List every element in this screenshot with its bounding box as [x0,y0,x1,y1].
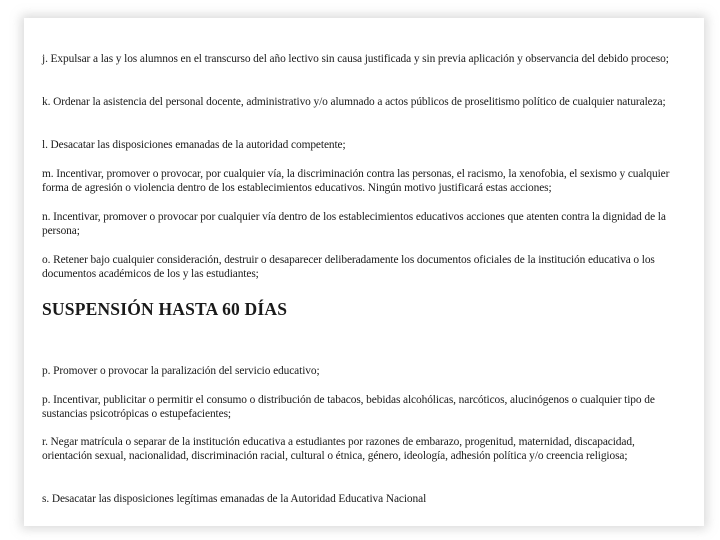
item-l: l. Desacatar las disposiciones emanadas de la autoridad competente; [42,139,346,151]
item-p-first: p. Promover o provocar la paralización del servicio educativo; [42,365,320,377]
item-p-second: p. Incentivar, publicitar o permitir el consumo o distribución de tabacos, bebidas alcohólicas, narcóticos, alucinógenos o cualquier tipo de sustancias psicotrópicas o estupefacientes; [42,394,655,420]
item-m: m. Incentivar, promover o provocar, por cualquier vía, la discriminación contra las personas, el racismo, la xenofobia, el sexismo y cualquier forma de agresión o violencia dentro de los establecimientos educativos. Ningún motivo justificará estas acciones; [42,168,670,194]
section-heading: SUSPENSIÓN HASTA 60 DÍAS [42,299,288,319]
item-n: n. Incentivar, promover o provocar por cualquier vía dentro de los establecimientos educativos acciones que atenten contra la dignidad de la persona; [42,211,666,237]
item-k: k. Ordenar la asistencia del personal docente, administrativo y/o alumnado a actos públicos de proselitismo político de cualquier naturaleza; [42,96,666,108]
item-o: o. Retener bajo cualquier consideración, destruir o desaparecer deliberadamente los documentos oficiales de la institución educativa o los documentos académicos de los y las estudiantes; [42,254,655,280]
item-j: j. Expulsar a las y los alumnos en el transcurso del año lectivo sin causa justificada y sin previa aplicación y observancia del debido proceso; [42,53,669,65]
item-r: r. Negar matrícula o separar de la institución educativa a estudiantes por razones de embarazo, progenitud, maternidad, discapacidad, orientación sexual, nacionalidad, discriminación racial, cultural o étnica, género, ideología, adhesión política y/o creencia religiosa; [42,436,635,462]
item-s: s. Desacatar las disposiciones legítimas emanadas de la Autoridad Educativa Nacional [42,493,427,505]
